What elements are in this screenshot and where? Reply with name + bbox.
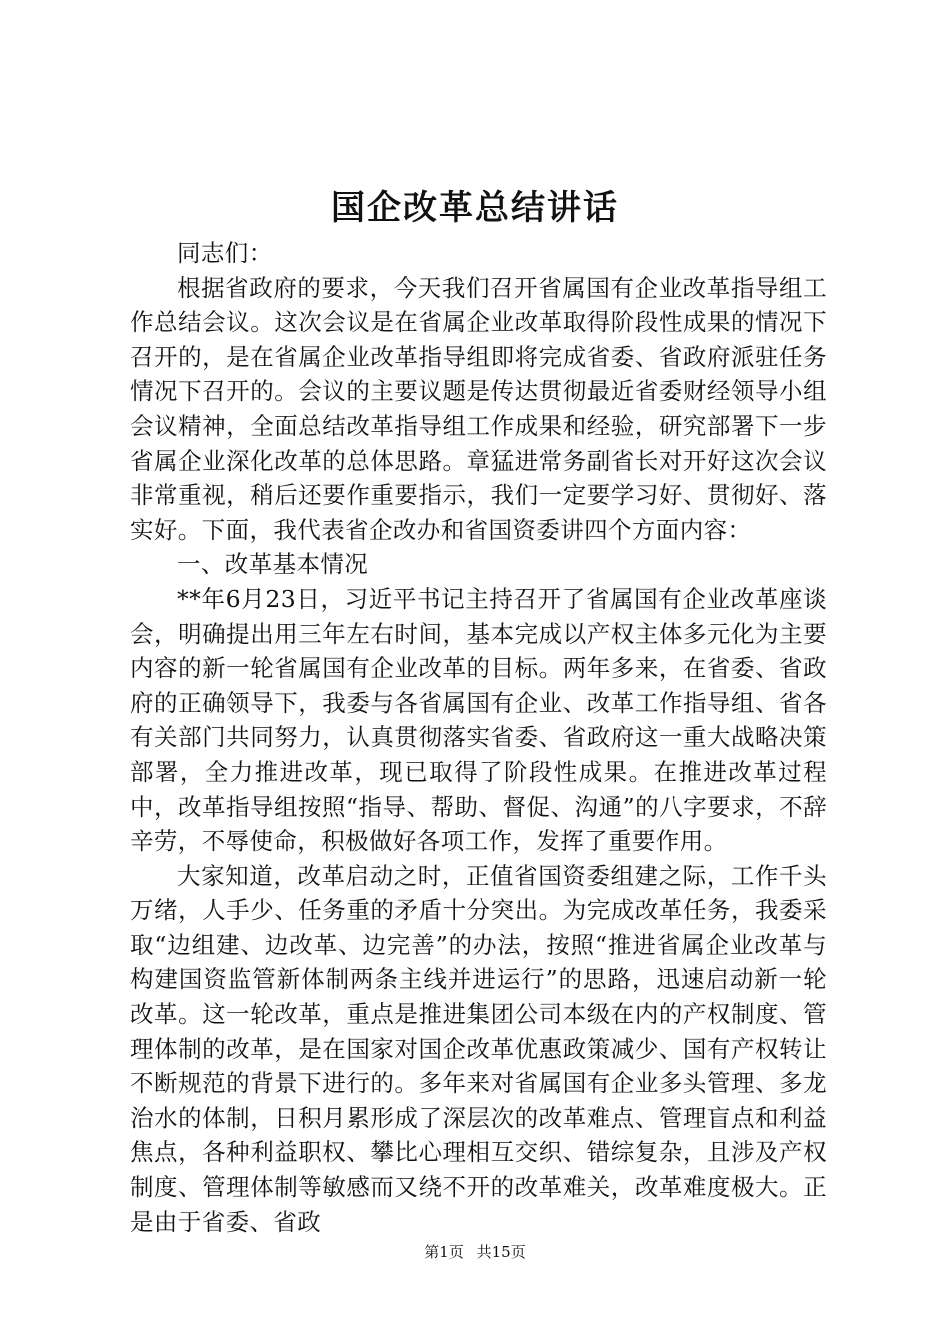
paragraph-intro: 根据省政府的要求，今天我们召开省属国有企业改革指导组工作总结会议。这次会议是在省属企业改革取得阶段性成果的情况下召开的，是在省属企业改革指导组即将完成省委、省政府派驻任务情况下召开的。会议的主要议题是传达贯彻最近省委财经领导小组会议精神，全面总结改革指导组工作成果和经验，研究部署下一步省属企业深化改革的总体思路。章猛进常务副省长对开好这次会议非常重视，稍后还要作重要指示，我们一定要学习好、贯彻好、落实好。下面，我代表省企改办和省国资委讲四个方面内容： bbox=[130, 273, 827, 544]
page-total: 共15页 bbox=[476, 1243, 526, 1261]
salutation: 同志们： bbox=[177, 239, 273, 267]
page-number: 第1页 bbox=[424, 1243, 464, 1261]
section-heading: 一、改革基本情况 bbox=[177, 550, 369, 579]
document-body bbox=[130, 236, 827, 1239]
document-title: 国企改革总结讲话 bbox=[331, 188, 619, 228]
paragraph-difficulty: 大家知道，改革启动之时，正值省国资委组建之际，工作千头万绪，人手少、任务重的矛盾十分突出。为完成改革任务，我委采取“边组建、边改革、边完善”的办法，按照“推进省属企业改革与构建国资监管新体制两条主线并进运行”的思路，迅速启动新一轮改革。这一轮改革，重点是推进集团公司本级在内的产权制度、管理体制的改革，是在国家对国企改革优惠政策减少、国有产权转让不断规范的背景下进行的。多年来对省属国有企业多头管理、多龙治水的体制，日积月累形成了深层次的改革难点、管理盲点和利益焦点，各种利益职权、攀比心理相互交织、错综复杂，且涉及产权制度、管理体制等敏感而又绕不开的改革难关，改革难度极大。正是由于省委、省政 bbox=[130, 861, 827, 1236]
page-footer bbox=[0, 1242, 950, 1262]
paragraph-background: **年6月23日，习近平书记主持召开了省属国有企业改革座谈会，明确提出用三年左右时间，基本完成以产权主体多元化为主要内容的新一轮省属国有企业改革的目标。两年多来，在省委、省政府的正确领导下，我委与各省属国有企业、改革工作指导组、省各有关部门共同努力，认真贯彻落实省委、省政府这一重大战略决策部署，全力推进改革，现已取得了阶段性成果。在推进改革过程中，改革指导组按照“指导、帮助、督促、沟通”的八字要求，不辞辛劳，不辱使命，积极做好各项工作，发挥了重要作用。 bbox=[130, 584, 827, 856]
